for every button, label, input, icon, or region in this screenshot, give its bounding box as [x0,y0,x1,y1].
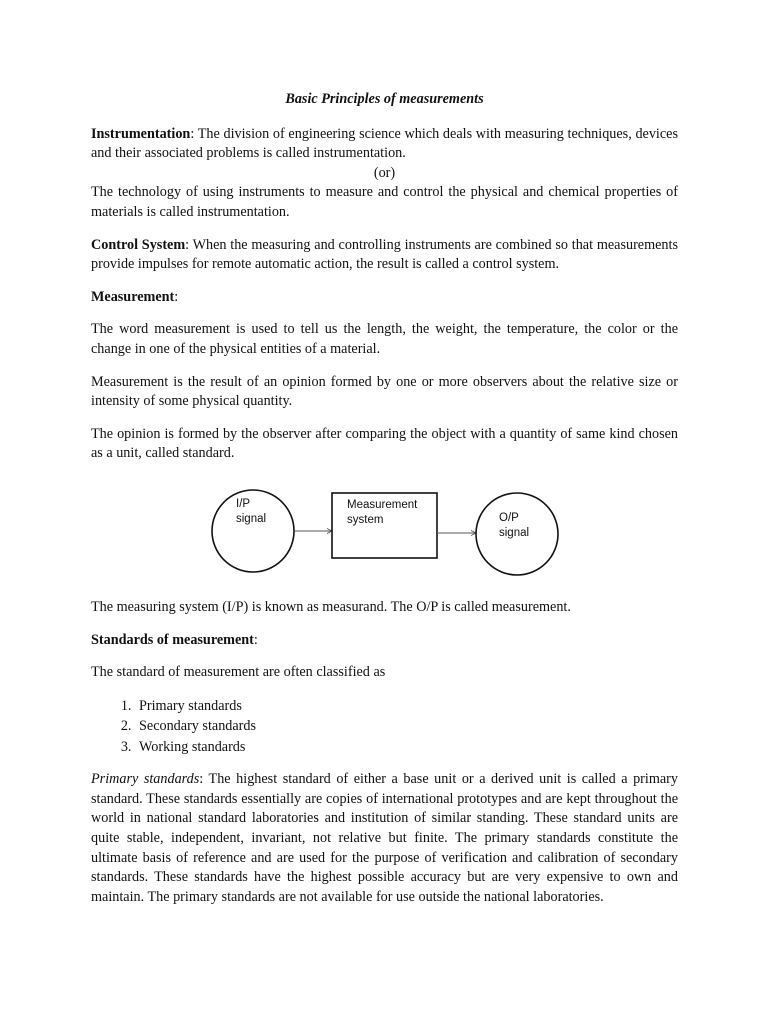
instrumentation-alt-definition: The technology of using instruments to measure and control the physical and chemical properties of materials is called instrumentation. [91,184,678,220]
page-title: Basic Principles of measurements [285,91,484,107]
measurement-system-diagram [91,477,678,595]
instrumentation-definition: : The division of engineering science which deals with measuring techniques, devices and their associated problems is called instrumentation. [91,125,678,162]
list-item: 2. Secondary standards [135,716,678,737]
input-label-line-2: signal [236,512,267,525]
control-system-paragraph [91,236,678,275]
system-label-line-1: Measurement [347,498,418,511]
standards-term: Standards of measurement [91,631,254,648]
list-item: 3. Working standards [135,737,678,758]
measurement-paragraph-3: The opinion is formed by the observer after comparing the object with a quantity of same kind chosen as a unit, called standard. [91,425,678,462]
instrumentation-term: Instrumentation [91,125,191,142]
measurement-term: Measurement [91,288,175,305]
output-label-line-1: O/P [499,511,519,524]
output-label-line-2: signal [499,526,530,539]
output-label [499,511,529,541]
primary-standards-term: Primary standards [91,771,200,788]
input-label-line-1: I/P [236,497,251,510]
system-label [347,498,417,528]
standards-list [91,696,678,758]
standards-intro: The standard of measurement are often classified as [91,664,386,681]
system-label-line-2: system [347,513,384,526]
measurement-heading [91,288,678,308]
measurement-colon: : [174,288,179,305]
control-system-term: Control System [91,236,186,253]
diagram-graphic [91,477,678,595]
primary-standards-definition: : The highest standard of either a base unit or a derived unit is called a primary standard. These standards essentially are copies of international prototypes and are kept throughout the world in national standard laboratories and institution of similar standing. These standard units are quite stable, independent, invariant, not relative but finite. The primary standards constitute the ultimate basis of reference and are used for the purpose of verification and calibration of secondary standards. These standards have the highest possible accuracy but are very expensive to own and maintain. The primary standards are not available for use outside the national laboratories. [91,771,679,905]
document-body [91,90,678,920]
instrumentation-paragraph [91,125,678,164]
primary-standards-paragraph [91,770,678,907]
input-label [236,497,266,527]
measurement-paragraph-1: The word measurement is used to tell us the length, the weight, the temperature, the color or the change in one of the physical entities of a material. [91,321,678,357]
control-system-definition: : When the measuring and controlling instruments are combined so that measurements provide impulses for remote automatic action, the result is called a control system. [91,236,678,273]
list-item: 1. Primary standards [135,696,678,717]
diagram-caption: The measuring system (I/P) is known as measurand. The O/P is called measurement. [91,598,571,615]
or-separator: (or) [373,164,396,181]
standards-heading [91,631,678,651]
standards-colon: : [253,631,258,648]
measurement-paragraph-2: Measurement is the result of an opinion formed by one or more observers about the relative size or intensity of some physical quantity. [91,373,678,410]
